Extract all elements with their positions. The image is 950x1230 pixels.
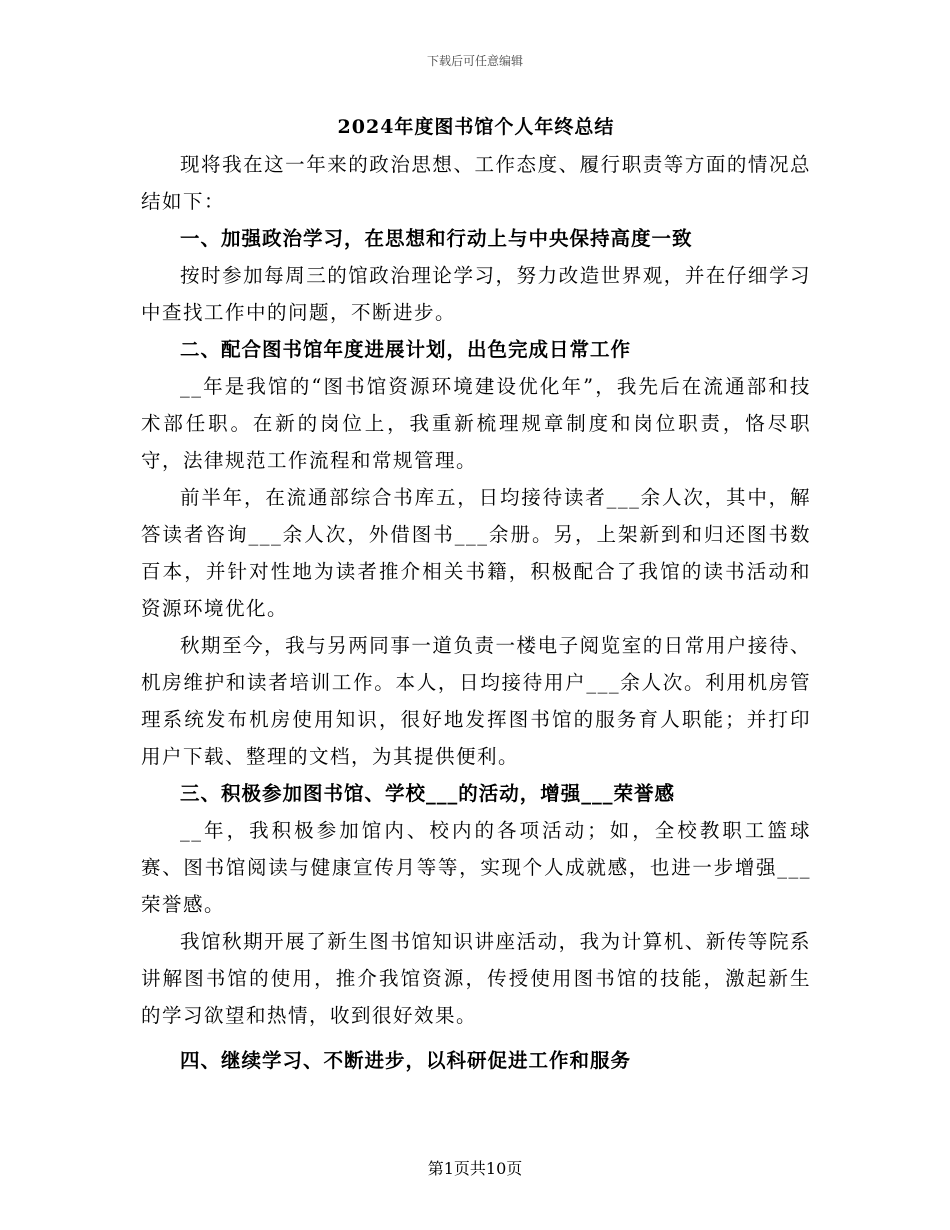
document-title: 2024年度图书馆个人年终总结	[337, 116, 615, 138]
section-2-paragraph-2: 前半年，在流通部综合书库五，日均接待读者___余人次，其中，解答读者咨询___余人次，外借图书___余册。另，上架新到和归还图书数百本，并针对性地为读者推介相关书籍，积极配合了我馆的读书活动和资源环境优化。	[141, 486, 811, 620]
section-3-paragraph-1: __年，我积极参加馆内、校内的各项活动；如，全校教职工篮球赛、图书馆阅读与健康宣传月等等，实现个人成就感，也进一步增强___荣誉感。	[141, 819, 811, 916]
header-note: 下载后可任意编辑	[426, 54, 523, 68]
section-heading-3: 三、积极参加图书馆、学校___的活动，增强___荣誉感	[180, 782, 676, 805]
section-heading-4: 四、继续学习、不断进步，以科研促进工作和服务	[180, 1049, 632, 1072]
section-heading-2: 二、配合图书馆年度进展计划，出色完成日常工作	[180, 338, 632, 361]
section-heading-1: 一、加强政治学习，在思想和行动上与中央保持高度一致	[180, 227, 693, 250]
section-2-paragraph-3: 秋期至今，我与另两同事一道负责一楼电子阅览室的日常用户接待、机房维护和读者培训工作。本人，日均接待用户___余人次。利用机房管理系统发布机房使用知识，很好地发挥图书馆的服务育人职能；并打印用户下载、整理的文档，为其提供便利。	[141, 634, 811, 768]
document-body	[141, 112, 811, 1079]
section-3-paragraph-2: 我馆秋期开展了新生图书馆知识讲座活动，我为计算机、新传等院系讲解图书馆的使用，推介我馆资源，传授使用图书馆的技能，激起新生的学习欲望和热情，收到很好效果。	[141, 930, 811, 1027]
section-1-paragraph: 按时参加每周三的馆政治理论学习，努力改造世界观，并在仔细学习中查找工作中的问题，不断进步。	[141, 264, 811, 324]
section-2-paragraph-1: __年是我馆的“图书馆资源环境建设优化年”，我先后在流通部和技术部任职。在新的岗位上，我重新梳理规章制度和岗位职责，恪尽职守，法律规范工作流程和常规管理。	[141, 375, 811, 472]
intro-paragraph: 现将我在这一年来的政治思想、工作态度、履行职责等方面的情况总结如下：	[141, 153, 811, 213]
page-footer: 第1页共10页	[427, 1159, 523, 1178]
